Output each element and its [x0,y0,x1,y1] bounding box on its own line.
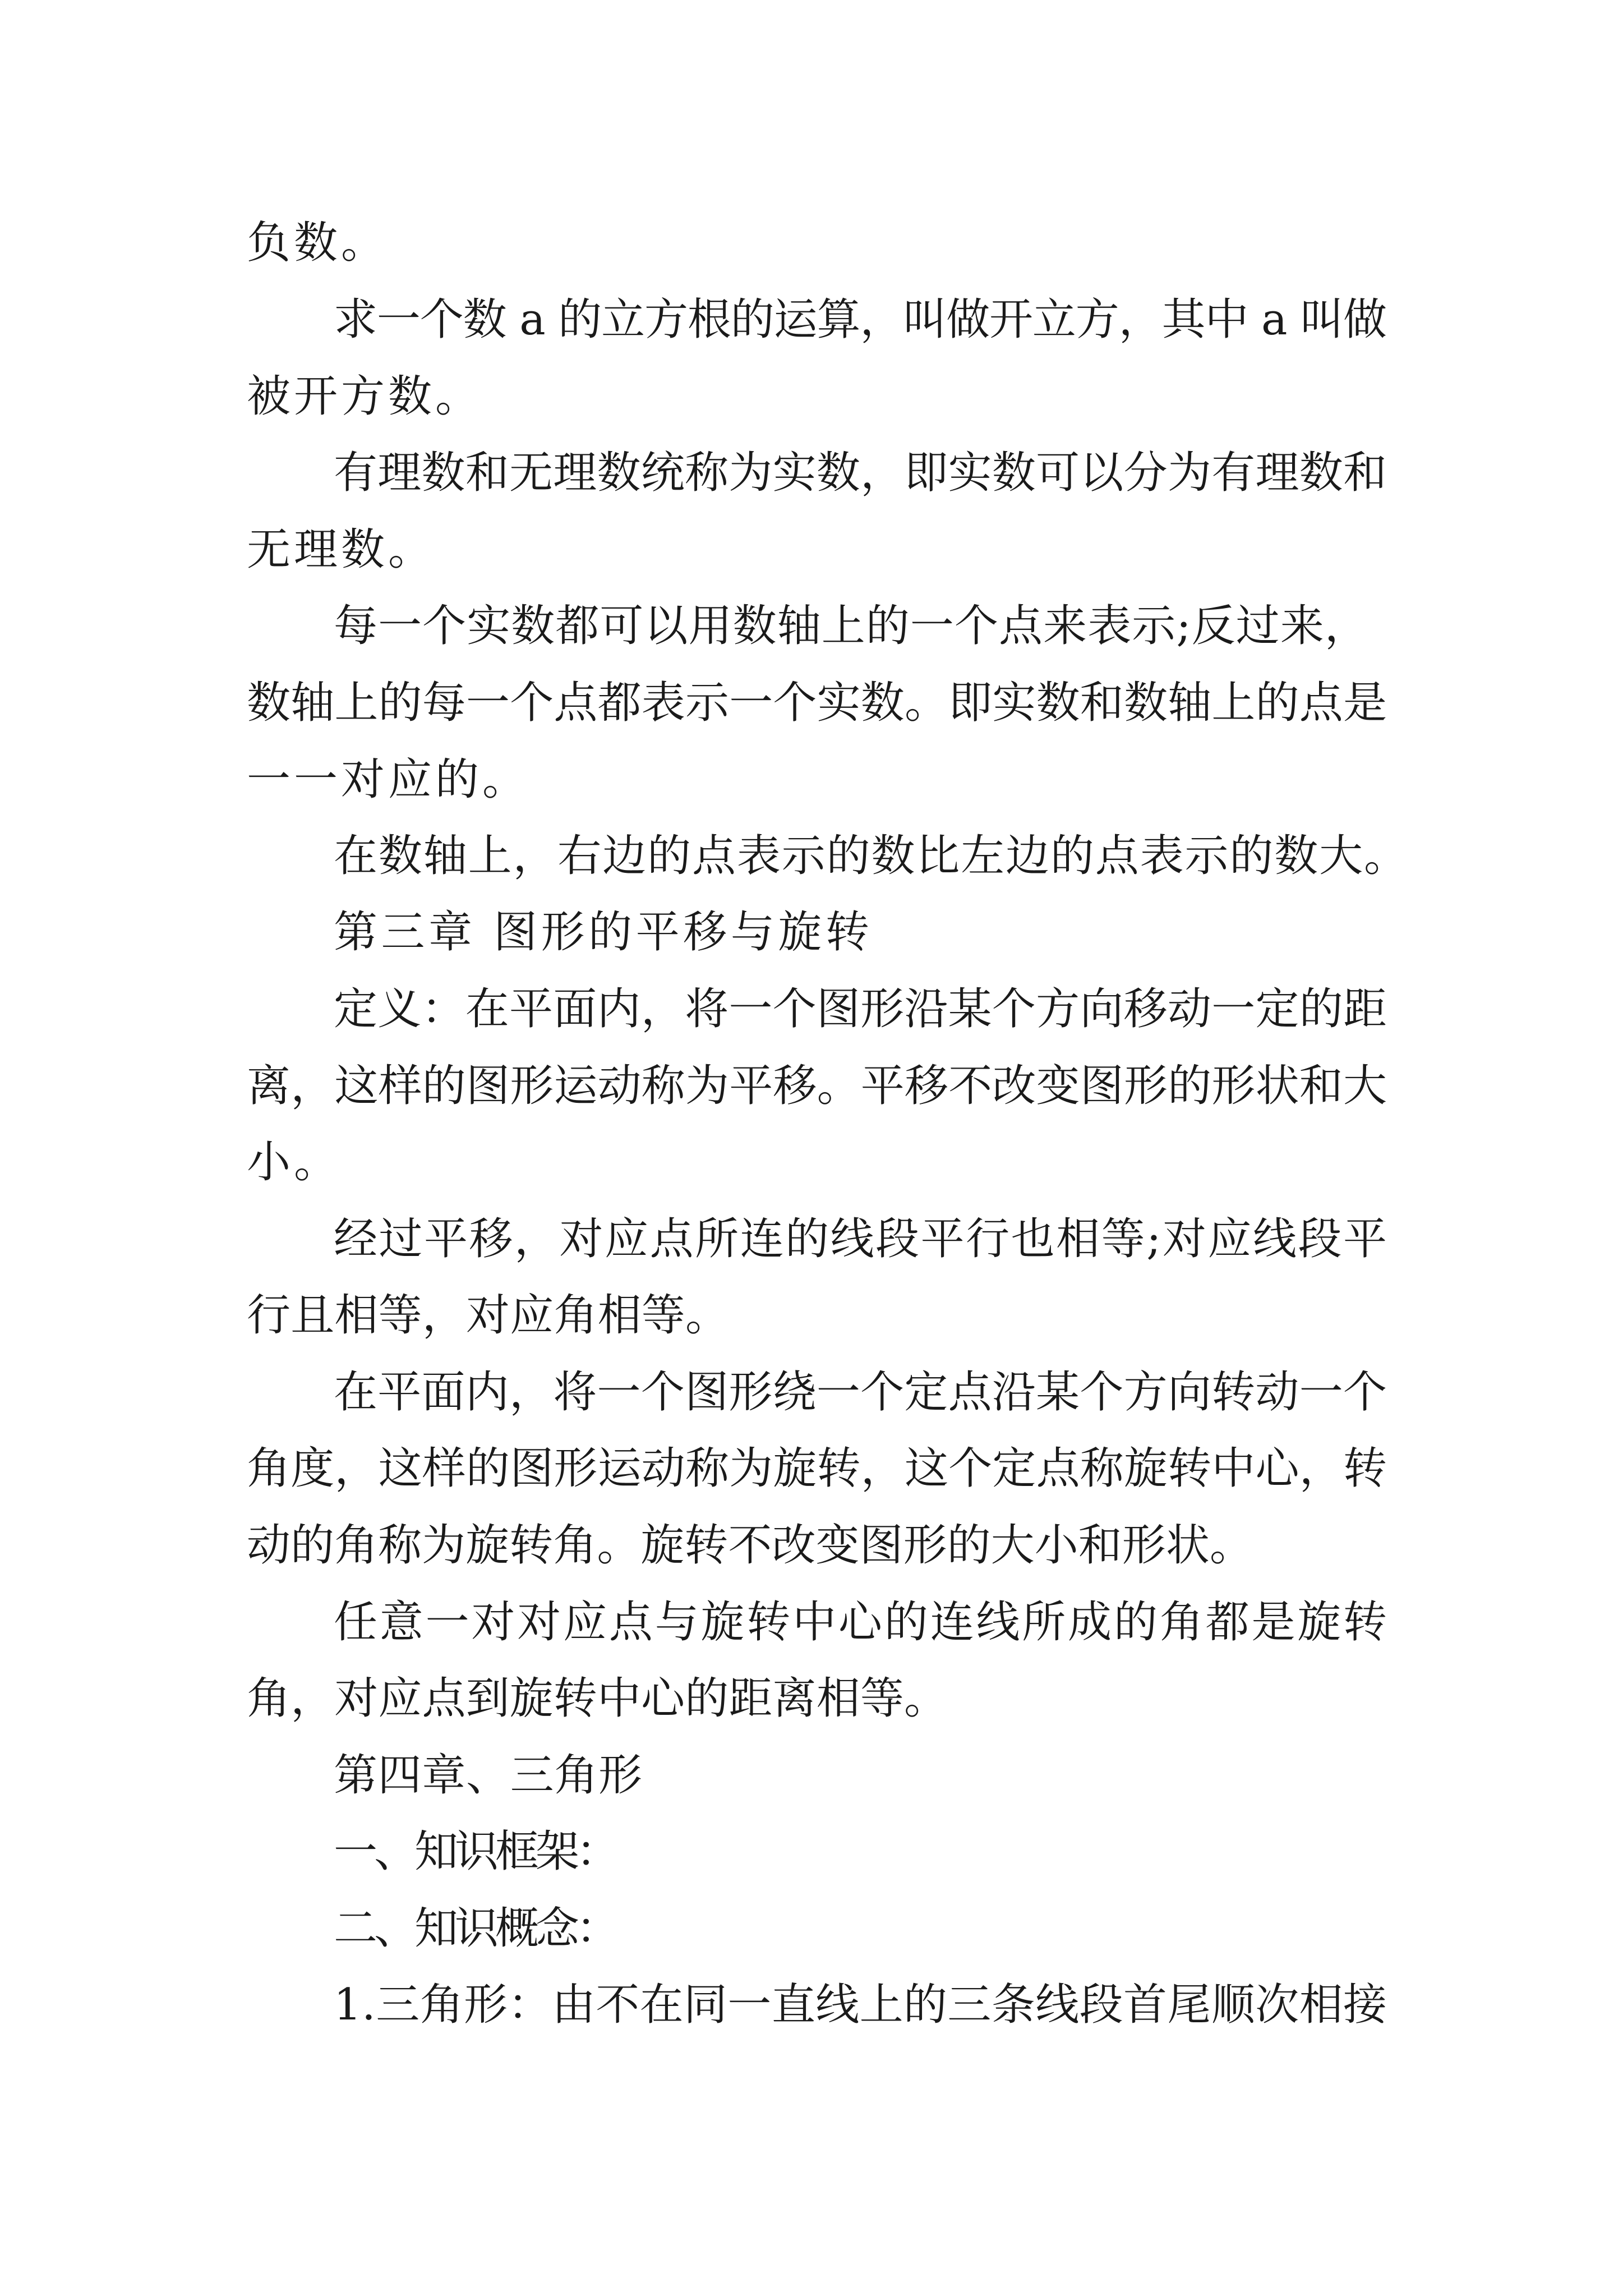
text-line-17-text: 角度，这样的图形运动称为旋转，这个定点称旋转中心，转 [247,1443,1387,1494]
text-line-4-text: 有理数和无理数统称为实数，即实数可以分为有理数和 [334,448,1387,498]
text-line-11 [0,970,1623,1048]
text-line-16 [0,1353,1623,1432]
text-line-24-text: 1.三角形：由不在同一直线上的三条线段首尾顺次相接 [334,1980,1387,2030]
section-heading-chapter-3 [0,893,1623,972]
text-line-14-text: 经过平移，对应点所连的线段平行也相等;对应线段平 [334,1214,1389,1264]
text-line-7-text: 数轴上的每一个点都表示一个实数。即实数和数轴上的点是 [247,678,1387,728]
text-line-9 [0,817,1623,895]
text-line-14 [0,1200,1623,1278]
section-heading-chapter-3-text: 第三章 图形的平移与旋转 [334,907,873,958]
text-line-23 [0,1889,1623,1968]
text-line-12 [0,1047,1623,1125]
text-line-19-text: 任意一对对应点与旋转中心的连线所成的角都是旋转 [334,1597,1389,1648]
section-heading-chapter-4 [0,1736,1623,1815]
text-line-24 [0,1966,1623,2044]
text-line-18 [0,1506,1623,1585]
text-line-20 [0,1659,1623,1738]
text-line-5 [0,510,1623,589]
text-line-9-text: 在数轴上，右边的点表示的数比左边的点表示的数大。 [334,831,1409,881]
text-line-4 [0,434,1623,512]
text-line-16-text: 在平面内，将一个图形绕一个定点沿某个方向转动一个 [334,1367,1387,1418]
text-line-3-text: 被开方数。 [247,371,483,422]
text-line-8 [0,740,1623,819]
text-line-1-text: 负数。 [247,218,389,268]
text-line-20-text: 角，对应点到旋转中心的距离相等。 [247,1673,948,1724]
text-line-6-text: 每一个实数都可以用数轴上的一个点来表示;反过来， [334,601,1369,651]
text-line-1 [0,204,1623,282]
text-line-2-text: 求一个数 a 的立方根的运算，叫做开立方，其中 a 叫做 [334,295,1386,345]
text-line-5-text: 无理数。 [247,524,436,575]
section-heading-chapter-4-text: 第四章、三角形 [334,1750,643,1801]
text-line-18-text: 动的角称为旋转角。旋转不改变图形的大小和形状。 [247,1520,1253,1571]
text-line-13-text: 小。 [247,1137,342,1188]
text-line-15 [0,1276,1623,1355]
text-line-22-text: 一、知识框架： [334,1826,617,1877]
text-line-2 [0,280,1623,359]
text-line-19 [0,1583,1623,1662]
text-line-12-text: 离，这样的图形运动称为平移。平移不改变图形的形状和大 [247,1061,1387,1111]
text-line-6 [0,587,1623,665]
text-line-11-text: 定义：在平面内，将一个图形沿某个方向移动一定的距 [334,984,1387,1034]
text-line-23-text: 二、知识概念： [334,1903,617,1954]
text-line-17 [0,1429,1623,1508]
text-line-8-text: 一一对应的。 [247,754,530,805]
text-line-3 [0,357,1623,436]
text-line-22 [0,1812,1623,1891]
text-line-13 [0,1123,1623,1202]
text-line-7 [0,664,1623,742]
text-line-15-text: 行且相等，对应角相等。 [247,1290,730,1341]
